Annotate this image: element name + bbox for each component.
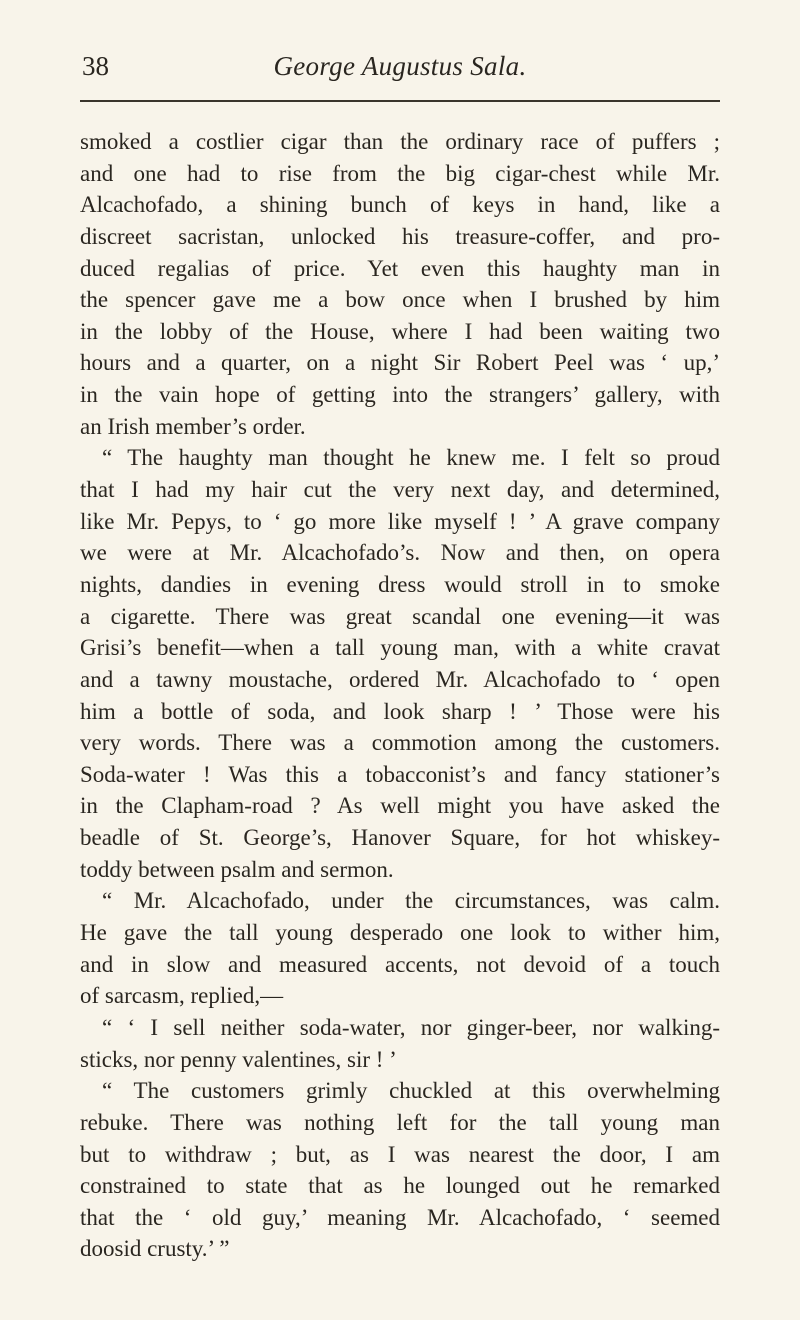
text-line: smoked a costlier cigar than the ordinary race of puffers ; xyxy=(80,129,720,154)
text-line: that the ‘ old guy,’ meaning Mr. Alcachofado, ‘ seemed xyxy=(80,1204,720,1230)
running-title: George Augustus Sala. xyxy=(273,51,527,81)
header-rule xyxy=(80,100,720,102)
text-line: and in slow and measured accents, not devoid of a touch xyxy=(80,951,720,977)
text-line: duced regalias of price. Yet even this haughty man in xyxy=(80,255,720,281)
text-line: in the Clapham-road ? As well might you have asked the xyxy=(80,793,720,819)
text-line: in the lobby of the House, where I had been waiting two xyxy=(80,318,720,344)
text-line: “ ‘ I sell neither soda-water, nor ginger-beer, nor walking- xyxy=(102,1014,720,1040)
text-line: Alcachofado, a shining bunch of keys in hand, like a xyxy=(80,192,720,218)
text-line: constrained to state that as he lounged out he remarked xyxy=(80,1173,720,1199)
text-line: the spencer gave me a bow once when I brushed by him xyxy=(80,287,720,313)
text-line: doosid crusty.’ ” xyxy=(80,1236,230,1262)
text-line: and a tawny moustache, ordered Mr. Alcachofado to ‘ open xyxy=(80,666,720,692)
text-line: “ The haughty man thought he knew me. I felt so proud xyxy=(102,445,720,471)
text-line: very words. There was a commotion among the customers. xyxy=(80,730,720,756)
text-line: him a bottle of soda, and look sharp ! ’ Those were his xyxy=(80,698,720,724)
text-line: nights, dandies in evening dress would stroll in to smoke xyxy=(80,571,720,597)
text-line: and one had to rise from the big cigar-chest while Mr. xyxy=(80,160,720,186)
page-header xyxy=(80,46,720,90)
text-line: hours and a quarter, on a night Sir Robert Peel was ‘ up,’ xyxy=(80,350,720,376)
text-line: Soda-water ! Was this a tobacconist’s and fancy stationer’s xyxy=(80,761,720,787)
text-line: He gave the tall young desperado one look to wither him, xyxy=(80,920,720,946)
text-line: “ Mr. Alcachofado, under the circumstances, was calm. xyxy=(102,888,720,914)
text-line: toddy between psalm and sermon. xyxy=(80,856,394,882)
text-line: a cigarette. There was great scandal one evening—it was xyxy=(80,603,720,629)
text-line: beadle of St. George’s, Hanover Square, for hot whiskey- xyxy=(80,825,720,851)
text-line: an Irish member’s order. xyxy=(80,413,306,439)
text-line: in the vain hope of getting into the strangers’ gallery, with xyxy=(80,382,720,408)
text-line: sticks, nor penny valentines, sir ! ’ xyxy=(80,1046,397,1072)
text-line: of sarcasm, replied,— xyxy=(80,983,284,1009)
text-line: “ The customers grimly chuckled at this overwhelming xyxy=(102,1078,720,1104)
text-line: like Mr. Pepys, to ‘ go more like myself ! ’ A grave company xyxy=(80,508,720,534)
text-line: discreet sacristan, unlocked his treasure-coffer, and pro- xyxy=(80,223,720,249)
page-number: 38 xyxy=(82,51,109,81)
text-line: rebuke. There was nothing left for the tall young man xyxy=(80,1109,720,1135)
text-line: Grisi’s benefit—when a tall young man, with a white cravat xyxy=(80,635,720,661)
text-line: that I had my hair cut the very next day, and determined, xyxy=(80,477,720,503)
text-line: but to withdraw ; but, as I was nearest the door, I am xyxy=(80,1141,720,1167)
text-line: we were at Mr. Alcachofado’s. Now and then, on opera xyxy=(80,540,720,566)
body-text xyxy=(80,126,720,1265)
